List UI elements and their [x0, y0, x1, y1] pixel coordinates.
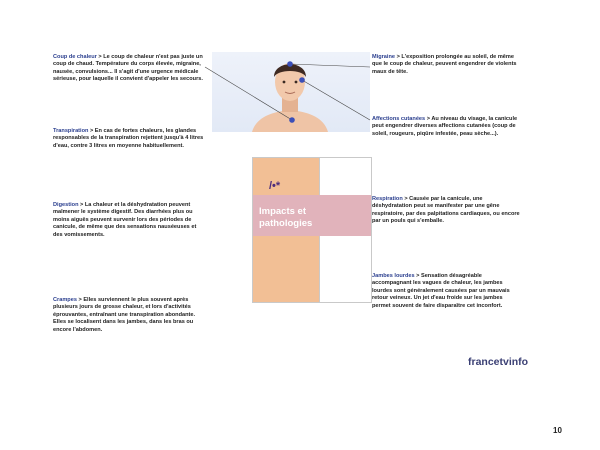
- symptom-text: > La chaleur et la déshydratation peuvent malmener le système digestif. Des diarrhées plus ou moins aiguës peuvent survenir lors des périodes de canicule, de même que des sensations nauséeuses et des vomissements.: [53, 202, 197, 238]
- symptom-respiration: [372, 196, 522, 226]
- symptom-text: > Le coup de chaleur n'est pas juste un coup de chaud. Température du corps élevée, migraine, nausée, convulsions... Il s'agit d'une urgence médicale sérieuse, pour laquelle il convient d'appeler les secours.: [53, 54, 203, 83]
- impacts-panel: [252, 157, 372, 303]
- symptom-term: Transpiration: [53, 128, 89, 134]
- symptom-text: > Sensation désagréable accompagnant les vagues de chaleur, les jambes lourdes sont généralement causées par un mauvais retour veineux. Un jet d'eau froide sur les jambes permet souvent de faire disparaître cet inconfort.: [372, 273, 510, 309]
- symptom-coup-de-chaleur: [53, 54, 205, 84]
- symptom-term: Crampes: [53, 297, 77, 303]
- left-eye: [283, 81, 286, 84]
- page-number: 10: [553, 426, 562, 435]
- shoulders-shape: [252, 110, 328, 132]
- symptom-affections-cutanees: [372, 116, 522, 138]
- panel-slash-mark: /•*: [269, 180, 281, 192]
- right-eye: [295, 81, 298, 84]
- symptom-digestion: [53, 202, 205, 239]
- symptom-text: > En cas de fortes chaleurs, les glandes responsables de la transpiration rejettent jusqu'à 4 litres d'eau, contre 3 litres en moyenne habituellement.: [53, 128, 204, 149]
- symptom-transpiration: [53, 128, 205, 150]
- symptom-term: Coup de chaleur: [53, 54, 97, 60]
- symptom-term: Migraine: [372, 54, 396, 60]
- symptom-text: > Causée par la canicule, une déshydratation peut se manifester par une gêne respiratoire, par des palpitations cardiaques, ou encore par un pouls qui s'emballe.: [372, 196, 520, 225]
- man-illustration: [212, 52, 370, 132]
- symptom-term: Respiration: [372, 196, 403, 202]
- symptom-migraine: [372, 54, 522, 76]
- symptom-term: Digestion: [53, 202, 79, 208]
- panel-title: Impacts et pathologies: [259, 206, 313, 229]
- symptom-term: Affections cutanées: [372, 116, 426, 122]
- illustration-panel: [212, 52, 370, 132]
- symptom-term: Jambes lourdes: [372, 273, 415, 279]
- brand-logo: francetvinfo: [468, 356, 529, 368]
- symptom-text: > Elles surviennent le plus souvent après plusieurs jours de grosse chaleur, et lors d'activités éprouvantes, entraînant une transpiration abondante. Elles se localisent dans les jambes, dans les bras ou encore l'abdomen.: [53, 297, 196, 333]
- symptom-text: > L'exposition prolongée au soleil, de même que le coup de chaleur, peuvent engendrer de violents maux de tête.: [372, 54, 517, 75]
- symptom-crampes: [53, 297, 205, 334]
- symptom-text: > Au niveau du visage, la canicule peut engendrer diverses affections cutanées (coup de soleil, rougeurs, piqûre infestée, peau sèche...).: [372, 116, 518, 137]
- symptom-jambes-lourdes: [372, 273, 522, 310]
